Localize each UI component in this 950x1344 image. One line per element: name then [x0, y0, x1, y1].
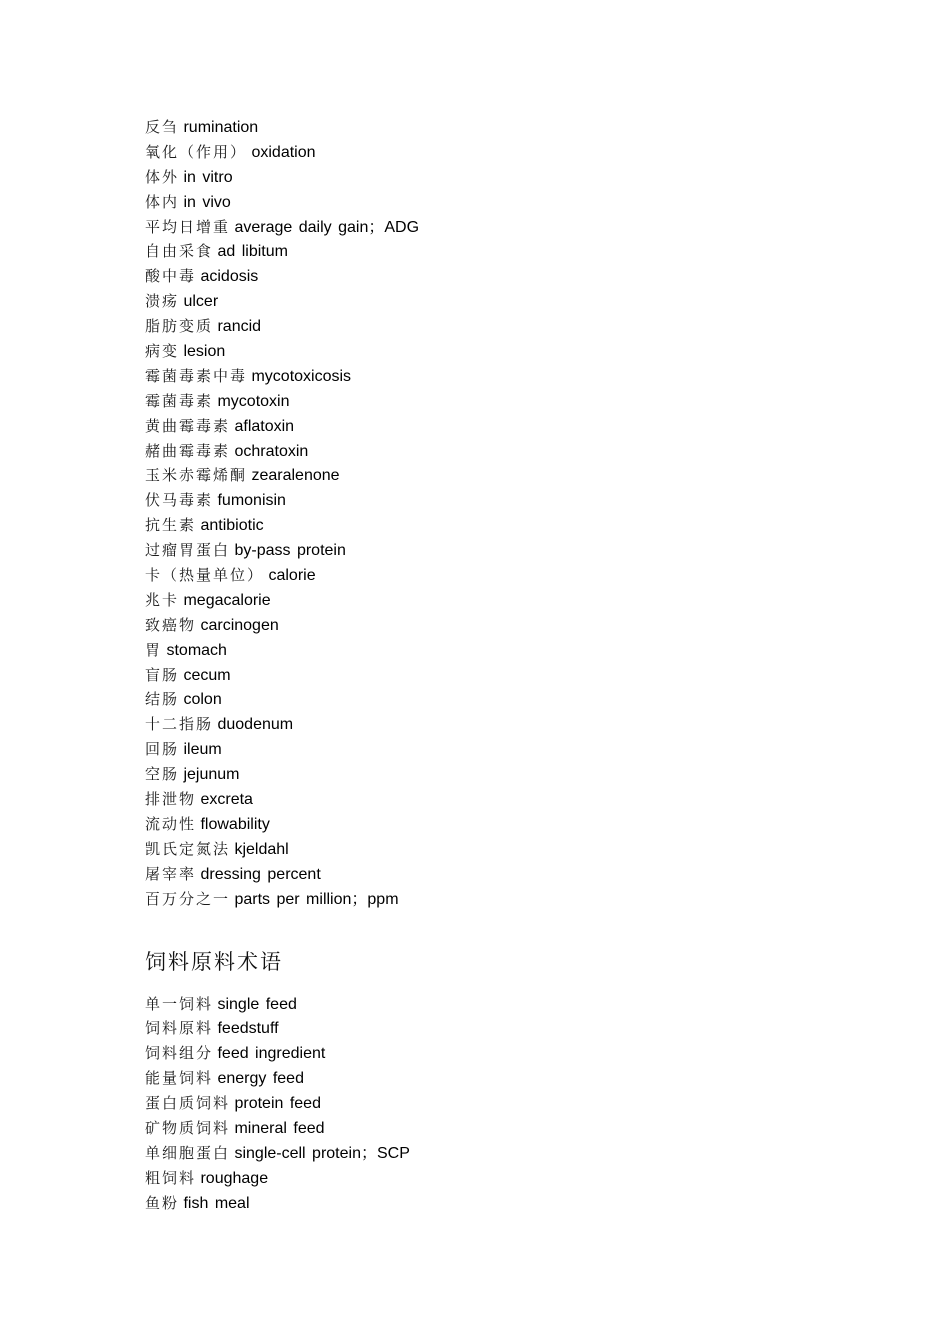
term-english: rancid [217, 318, 262, 336]
glossary-entry [145, 1041, 845, 1066]
term-english: zearalenone [251, 467, 340, 485]
glossary-entry [145, 364, 845, 389]
term-chinese: 抗生素 [145, 516, 197, 535]
glossary-entry [145, 439, 845, 464]
term-chinese: 霉菌毒素 [145, 391, 214, 410]
term-chinese: 屠宰率 [145, 864, 197, 883]
term-english: ileum [183, 741, 222, 759]
glossary-entry [145, 190, 845, 215]
term-chinese: 粗饲料 [145, 1168, 197, 1187]
glossary-entry [145, 488, 845, 513]
term-chinese: 排泄物 [145, 790, 197, 809]
term-english: energy feed [217, 1070, 304, 1088]
term-chinese: 溃疡 [145, 292, 180, 311]
glossary-entry [145, 712, 845, 737]
glossary-entry [145, 538, 845, 563]
term-chinese: 胃 [145, 640, 163, 659]
term-chinese: 卡（热量单位） [145, 566, 265, 585]
term-english: dressing percent [200, 865, 321, 883]
term-english: ochratoxin [234, 442, 309, 460]
term-english: kjeldahl [234, 840, 289, 858]
term-chinese: 矿物质饲料 [145, 1118, 231, 1137]
term-english: aflatoxin [234, 417, 295, 435]
term-english: fish meal [183, 1194, 250, 1212]
term-chinese: 霉菌毒素中毒 [145, 366, 248, 385]
glossary-entry [145, 1116, 845, 1141]
term-chinese: 空肠 [145, 765, 180, 784]
term-english: single feed [217, 995, 297, 1013]
term-english: cecum [183, 666, 231, 684]
glossary-entry [145, 663, 845, 688]
glossary-entry [145, 1016, 845, 1041]
term-chinese: 单细胞蛋白 [145, 1143, 231, 1162]
term-english: ulcer [183, 293, 219, 311]
glossary-entry [145, 389, 845, 414]
term-chinese: 伏马毒素 [145, 491, 214, 510]
term-english: antibiotic [200, 517, 264, 535]
term-chinese: 盲肠 [145, 665, 180, 684]
glossary-entry [145, 239, 845, 264]
term-english: jejunum [183, 766, 240, 784]
term-english: stomach [166, 641, 227, 659]
term-chinese: 脂肪变质 [145, 317, 214, 336]
term-english: in vivo [183, 193, 231, 211]
glossary-entry [145, 289, 845, 314]
term-english: carcinogen [200, 616, 279, 634]
term-english: parts per million；ppm [234, 890, 399, 908]
feedstuff-glossary-list [145, 992, 845, 1216]
glossary-entry [145, 414, 845, 439]
term-chinese: 体外 [145, 167, 180, 186]
term-english: fumonisin [217, 492, 286, 510]
glossary-entry [145, 215, 845, 240]
glossary-entry [145, 613, 845, 638]
glossary-entry [145, 1166, 845, 1191]
term-english: rumination [183, 119, 259, 136]
section-heading: 饲料原料术语 [145, 949, 283, 974]
glossary-entry [145, 563, 845, 588]
term-chinese: 酸中毒 [145, 267, 197, 286]
term-english: flowability [200, 815, 270, 833]
term-english: colon [183, 691, 222, 709]
term-chinese: 单一饲料 [145, 994, 214, 1013]
term-chinese: 氧化（作用） [145, 142, 248, 161]
term-chinese: 回肠 [145, 740, 180, 759]
term-english: in vitro [183, 168, 233, 186]
glossary-entry [145, 1191, 845, 1216]
glossary-entry [145, 588, 845, 613]
term-english: average daily gain；ADG [234, 218, 420, 236]
term-english: lesion [183, 343, 226, 361]
term-chinese: 玉米赤霉烯酮 [145, 466, 248, 485]
term-english: by-pass protein [234, 542, 346, 560]
term-chinese: 百万分之一 [145, 889, 231, 908]
term-chinese: 蛋白质饲料 [145, 1094, 231, 1113]
term-chinese: 凯氏定氮法 [145, 839, 231, 858]
glossary-entry [145, 887, 845, 912]
glossary-entry [145, 638, 845, 663]
term-english: single-cell protein；SCP [234, 1144, 410, 1162]
term-english: mineral feed [234, 1119, 325, 1137]
term-english: megacalorie [183, 591, 271, 609]
glossary-entry [145, 787, 845, 812]
term-chinese: 平均日增重 [145, 217, 231, 236]
glossary-entry [145, 687, 845, 712]
term-english: acidosis [200, 268, 259, 286]
glossary-entry [145, 812, 845, 837]
term-chinese: 自由采食 [145, 242, 214, 261]
glossary-entry [145, 264, 845, 289]
glossary-entry [145, 1141, 845, 1166]
term-english: duodenum [217, 716, 294, 734]
term-chinese: 反刍 [145, 118, 180, 136]
term-english: mycotoxicosis [251, 367, 352, 385]
term-chinese: 黄曲霉毒素 [145, 416, 231, 435]
term-english: roughage [200, 1169, 269, 1187]
term-chinese: 赭曲霉毒素 [145, 441, 231, 460]
glossary-entry [145, 737, 845, 762]
document-page [145, 115, 845, 1216]
glossary-entry [145, 339, 845, 364]
term-chinese: 致癌物 [145, 615, 197, 634]
term-chinese: 十二指肠 [145, 715, 214, 734]
term-chinese: 鱼粉 [145, 1193, 180, 1212]
term-chinese: 饲料组分 [145, 1044, 214, 1063]
glossary-entry [145, 463, 845, 488]
glossary-entry [145, 837, 845, 862]
glossary-list [145, 115, 845, 912]
term-chinese: 能量饲料 [145, 1069, 214, 1088]
term-english: feed ingredient [217, 1045, 326, 1063]
glossary-entry [145, 762, 845, 787]
term-chinese: 过瘤胃蛋白 [145, 541, 231, 560]
term-chinese: 结肠 [145, 690, 180, 709]
term-chinese: 病变 [145, 342, 180, 361]
term-english: mycotoxin [217, 392, 290, 410]
glossary-entry [145, 862, 845, 887]
glossary-entry [145, 165, 845, 190]
term-english: ad libitum [217, 243, 288, 261]
glossary-entry [145, 1066, 845, 1091]
glossary-entry [145, 992, 845, 1017]
term-english: excreta [200, 791, 253, 809]
term-english: feedstuff [217, 1020, 279, 1038]
term-english: oxidation [251, 143, 316, 161]
term-chinese: 兆卡 [145, 590, 180, 609]
glossary-entry [145, 314, 845, 339]
glossary-entry [145, 140, 845, 165]
term-english: calorie [268, 567, 316, 585]
glossary-entry [145, 1091, 845, 1116]
glossary-entry [145, 115, 845, 140]
term-english: protein feed [234, 1095, 321, 1113]
term-chinese: 体内 [145, 192, 180, 211]
term-chinese: 饲料原料 [145, 1019, 214, 1038]
glossary-entry [145, 513, 845, 538]
term-chinese: 流动性 [145, 814, 197, 833]
